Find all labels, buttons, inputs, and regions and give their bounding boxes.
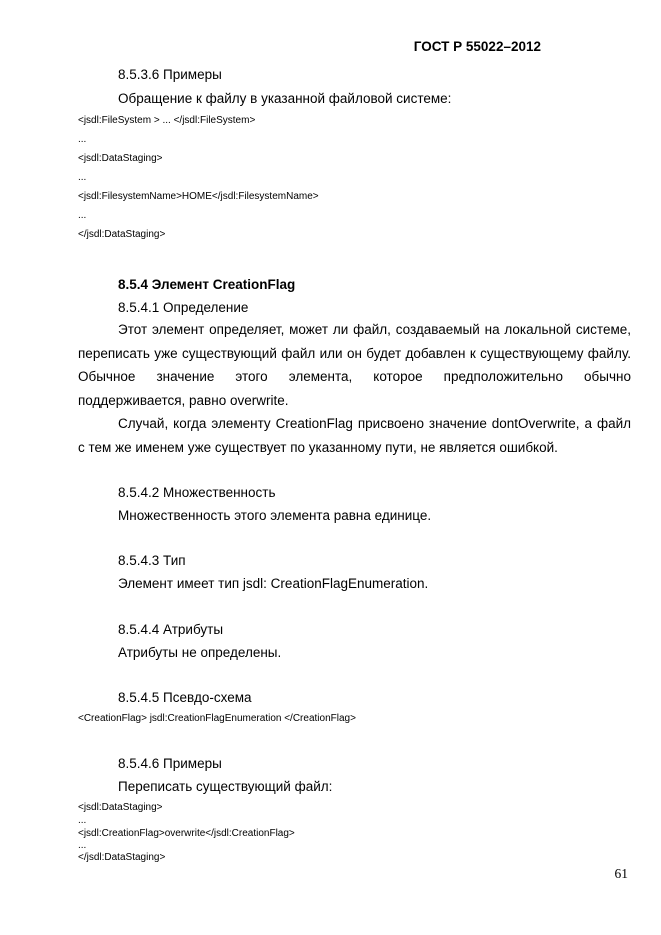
code-line: ... (78, 815, 87, 826)
code-line: </jsdl:DataStaging> (78, 229, 166, 240)
code-line: ... (78, 134, 87, 145)
section-8-5-4-4-text: Атрибуты не определены. (118, 645, 282, 660)
section-8-5-4-6-intro: Переписать существующий файл: (118, 779, 333, 794)
code-line: <jsdl:DataStaging> (78, 802, 163, 813)
section-8-5-4-3-text: Элемент имеет тип jsdl: CreationFlagEnumeration. (118, 576, 429, 591)
page-number: 61 (614, 866, 628, 881)
code-line: <jsdl:CreationFlag>overwrite</jsdl:CreationFlag> (78, 828, 295, 839)
definition-paragraph-1: Этот элемент определяет, может ли файл, создаваемый на локальной системе, переписать уже существующий файл или он будет добавлен к существующему файлу. Обычное значение этого элемента, которое предположительно обычно поддерживается, равно overwrite. (78, 322, 631, 408)
code-line: <jsdl:DataStaging> (78, 153, 163, 164)
section-8-5-3-6-intro: Обращение к файлу в указанной файловой системе: (118, 91, 452, 106)
pseudo-schema-code: <CreationFlag> jsdl:CreationFlagEnumeration </CreationFlag> (78, 713, 356, 724)
document-code-header: ГОСТ Р 55022–2012 (413, 39, 541, 54)
section-8-5-3-6-heading: 8.5.3.6 Примеры (118, 67, 222, 82)
section-8-5-4-2-heading: 8.5.4.2 Множественность (118, 485, 276, 500)
code-line: ... (78, 172, 87, 183)
code-line: ... (78, 210, 87, 221)
definition-paragraph-2: Случай, когда элементу CreationFlag присвоено значение dontOverwrite, а файл с тем же именем уже существует по указанному пути, не является ошибкой. (78, 416, 631, 455)
code-line: <jsdl:FileSystem > ... </jsdl:FileSystem> (78, 115, 256, 126)
code-line: ... (78, 840, 87, 851)
section-8-5-4-5-heading: 8.5.4.5 Псевдо-схема (118, 690, 252, 705)
section-8-5-4-3-heading: 8.5.4.3 Тип (118, 553, 186, 568)
section-8-5-4-heading: 8.5.4 Элемент CreationFlag (118, 277, 296, 292)
code-line: <jsdl:FilesystemName>HOME</jsdl:FilesystemName> (78, 191, 319, 202)
code-line: </jsdl:DataStaging> (78, 852, 166, 863)
section-8-5-4-4-heading: 8.5.4.4 Атрибуты (118, 622, 224, 637)
section-8-5-4-1-heading: 8.5.4.1 Определение (118, 300, 249, 315)
section-8-5-4-6-heading: 8.5.4.6 Примеры (118, 756, 222, 771)
section-8-5-4-2-text: Множественность этого элемента равна единице. (118, 508, 432, 523)
